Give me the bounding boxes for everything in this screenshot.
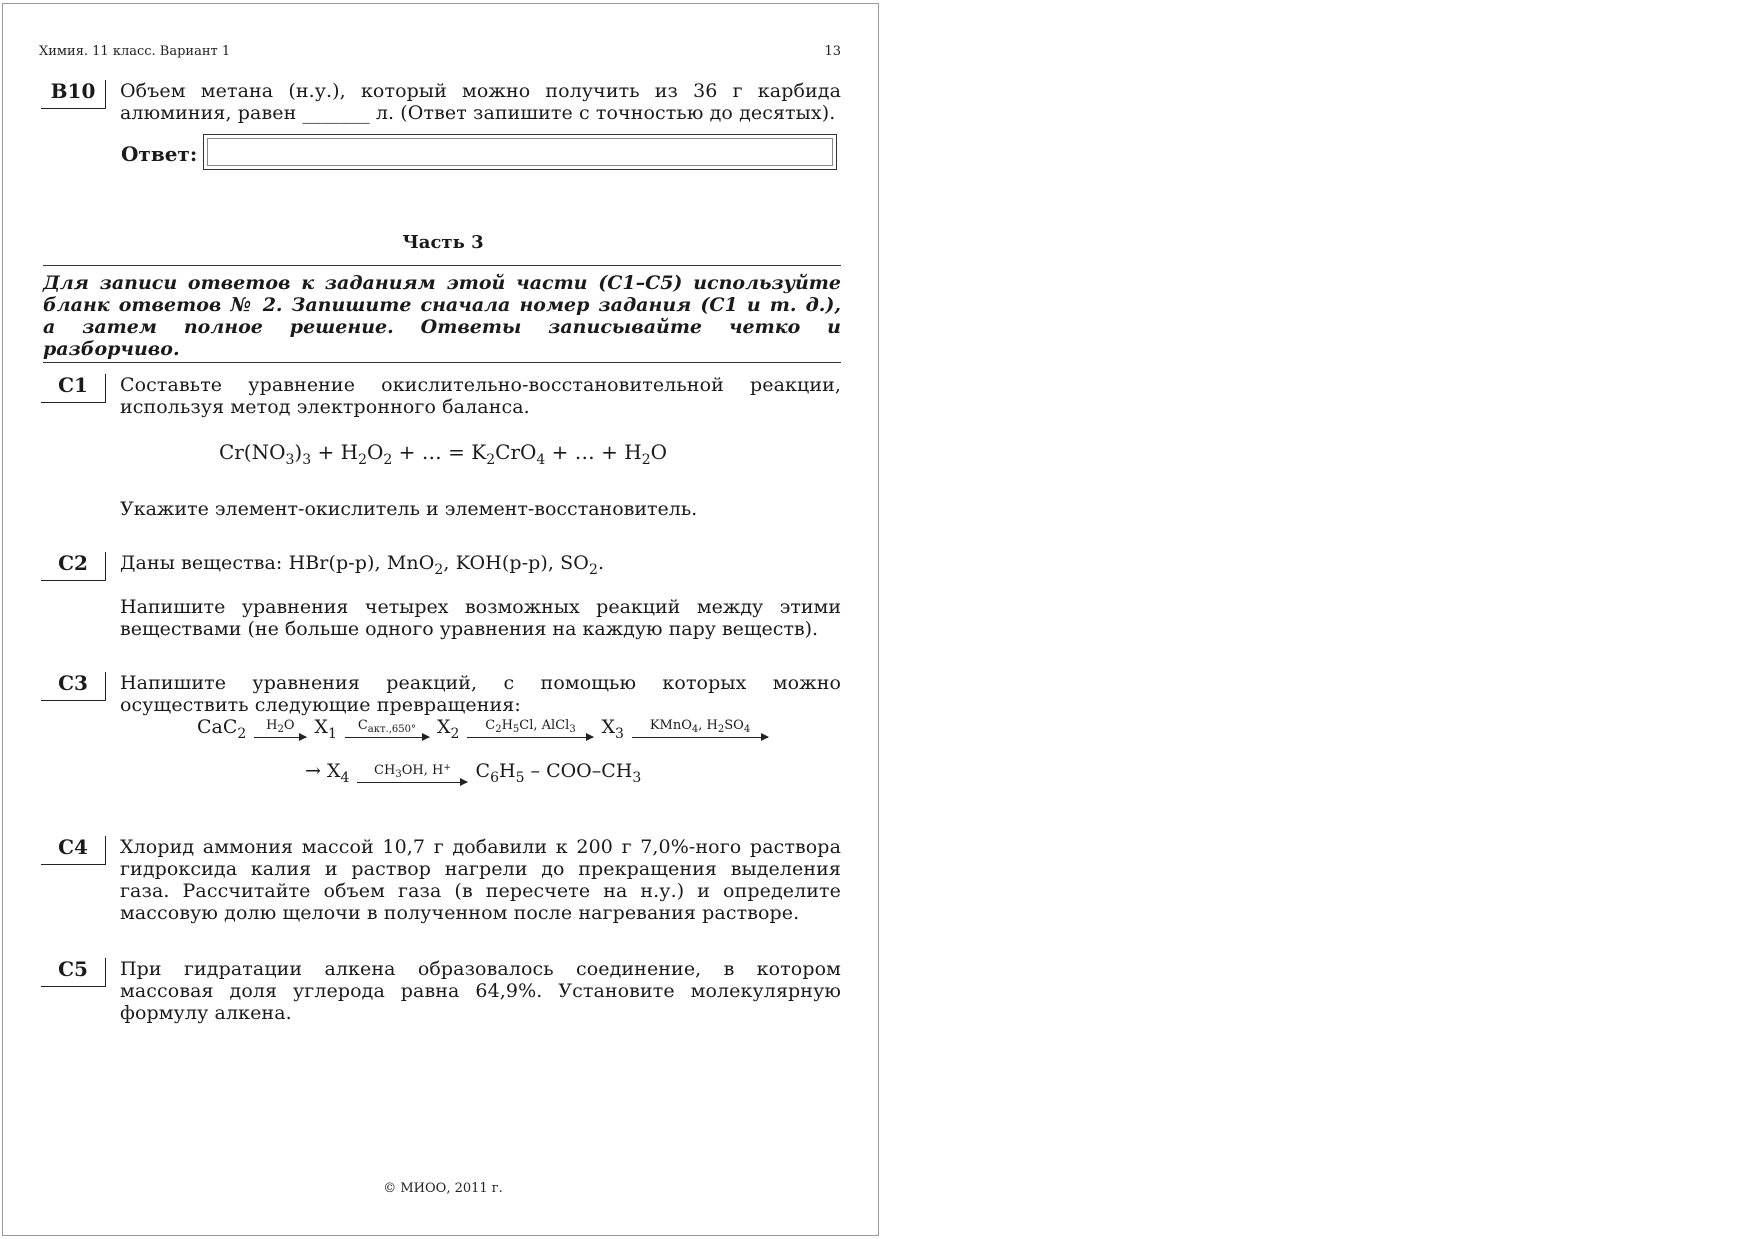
arrow-5: $CH_3OH$, H+	[357, 761, 467, 783]
part-instructions	[43, 272, 841, 360]
task-label-c3: С3	[41, 672, 106, 701]
c3-scheme-line1: CaC$_2$ $H_2O$ $X_1$ $C_{акт.,650^\circ}$ $X_2$ $C_2H_5Cl$, AlCl$_3$ $X_3$ KMnO$_4$, $H_2SO_4$	[197, 716, 770, 742]
task-label-c2: С2	[41, 552, 106, 581]
arrow-2: $C_{акт.,650^\circ}$	[345, 719, 429, 738]
exam-page	[2, 3, 879, 1236]
answer-field[interactable]	[203, 134, 837, 170]
c1-equation: $Cr(NO_3)_3 + H_2O_2$ + … = $K_2CrO_4$ + … + $H_2O$	[218, 440, 668, 468]
arrow-3: $C_2H_5Cl$, AlCl$_3$	[467, 719, 593, 738]
task-label-c5: С5	[41, 958, 106, 987]
divider-bottom	[43, 362, 841, 363]
task-b10-text: Объем метана (н.у.), который можно получить из 36 г карбида алюминия, равен _______ л. (Ответ запишите с точностью до десятых).	[120, 80, 841, 124]
header-title: Химия. 11 класс. Вариант 1	[39, 44, 231, 59]
arrow-4: KMnO$_4$, $H_2SO_4$	[632, 719, 768, 738]
instruction-line: бланк ответов № 2. Запишите сначала номер задания (С1 и т. д.),	[43, 294, 841, 316]
task-c1	[41, 374, 841, 418]
task-c4-text: Хлорид аммония массой 10,7 г добавили к 200 г 7,0%-ного раствора гидроксида калия и раствор нагрели до прекращения выделения газа. Рассчитайте объем газа (в пересчете на н.у.) и определите массовую долю щелочи в полученном после нагревания растворе.	[120, 836, 841, 924]
instruction-line: разборчиво.	[43, 338, 180, 360]
c2-text: Напишите уравнения четырех возможных реакций между этими веществами (не больше одного уравнения на каждую пару веществ).	[120, 596, 841, 640]
task-label-b10: B10	[41, 80, 106, 109]
answer-label: Ответ:	[121, 142, 198, 166]
task-label-c4: С4	[41, 836, 106, 865]
arrow-1: $H_2O$	[254, 719, 306, 738]
task-label-c1: С1	[41, 374, 106, 403]
task-c4	[41, 836, 841, 924]
answer-row	[121, 134, 841, 172]
instruction-line: Для записи ответов к заданиям этой части (С1–С5) используйте	[43, 272, 841, 294]
task-c1-text: Составьте уравнение окислительно-восстановительной реакции, используя метод электронного баланса.	[120, 374, 841, 418]
task-c3	[41, 672, 841, 716]
instruction-line: а затем полное решение. Ответы записывайте четко и	[43, 316, 841, 338]
task-c5	[41, 958, 841, 1024]
c3-scheme-line2: → $X_4$ $CH_3OH$, H+ $C_6H_5 - COO-CH_3$	[305, 760, 642, 786]
page-footer: © МИОО, 2011 г.	[383, 1181, 503, 1196]
divider-top	[43, 265, 841, 266]
task-c2	[41, 552, 841, 581]
task-c2-given: Даны вещества: HBr(р-р), MnO$_2$, KOH(р-р), $SO_2$.	[120, 552, 605, 578]
task-b10	[41, 80, 841, 124]
task-c5-text: При гидратации алкена образовалось соединение, в котором массовая доля углерода равна 64,9%. Установите молекулярную формулу алкена.	[120, 958, 841, 1024]
c1-note: Укажите элемент-окислитель и элемент-восстановитель.	[120, 498, 698, 520]
part-title: Часть 3	[402, 232, 484, 253]
page-number: 13	[824, 44, 841, 59]
task-c3-text: Напишите уравнения реакций, с помощью которых можно осуществить следующие превращения:	[120, 672, 841, 716]
page-header	[39, 44, 841, 59]
